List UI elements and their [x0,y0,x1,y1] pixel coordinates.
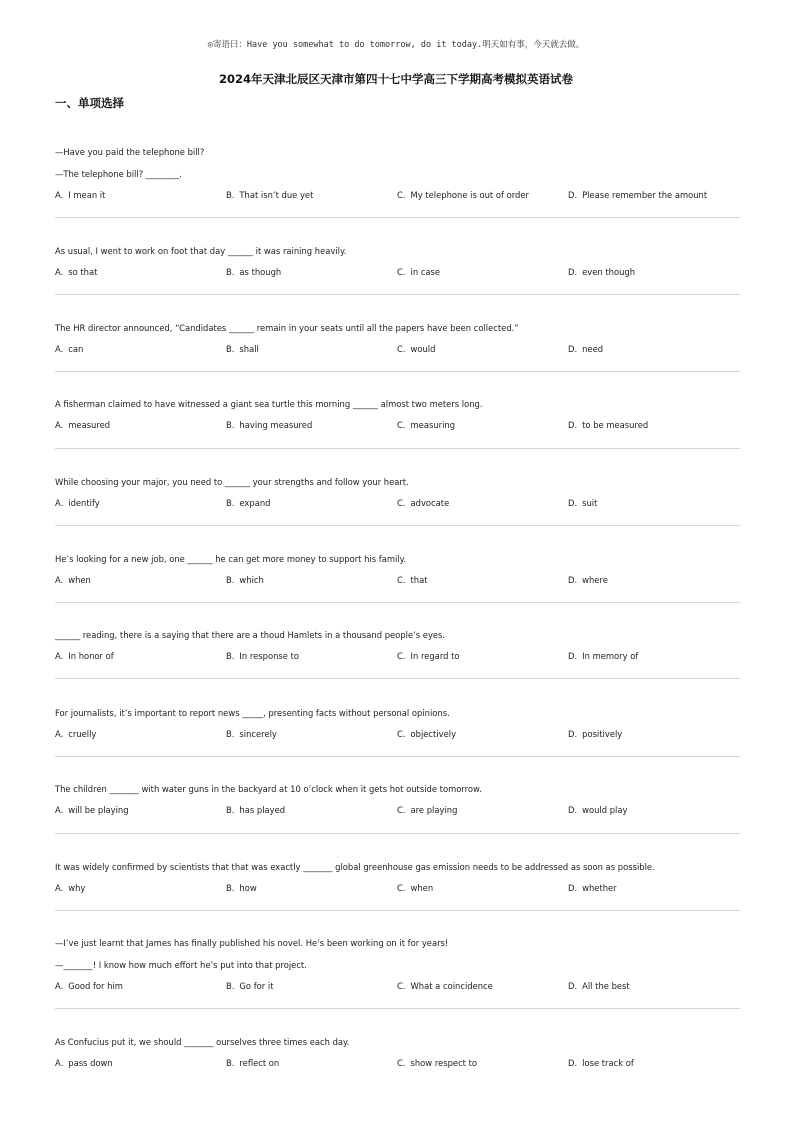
question-item [55,630,740,662]
option-text: In regard to [410,651,460,661]
option-c[interactable] [397,981,493,992]
option-text: so that [68,267,98,277]
question-item [55,323,740,355]
option-text: sincerely [239,729,277,739]
option-text: measured [68,420,111,430]
option-letter: D. [568,575,578,585]
option-letter: D. [568,729,578,739]
option-b[interactable] [226,1058,279,1069]
option-letter: C. [397,729,406,739]
option-letter: A. [55,498,64,508]
question-item [55,399,740,431]
option-b[interactable] [226,883,257,894]
option-letter: D. [568,267,578,277]
option-text: to be measured [582,420,649,430]
option-text: having measured [239,420,313,430]
options-row [55,651,740,662]
option-d[interactable] [568,498,597,509]
option-c[interactable] [397,498,449,509]
option-d[interactable] [568,190,707,201]
option-letter: D. [568,498,578,508]
option-text: In honor of [68,651,114,661]
question-divider [55,910,740,911]
option-letter: A. [55,805,64,815]
option-c[interactable] [397,575,428,586]
option-text: how [239,883,257,893]
option-c[interactable] [397,344,435,355]
option-d[interactable] [568,651,638,662]
option-d[interactable] [568,883,617,894]
question-stem: —_______! I know how much effort he’s put into that project. [55,960,307,970]
option-letter: B. [226,651,235,661]
option-text: shall [239,344,259,354]
options-row [55,981,740,992]
question-stem: —I’ve just learnt that James has finally published his novel. He’s been working on it for years! [55,938,449,948]
option-text: That isn’t due yet [239,190,314,200]
option-d[interactable] [568,805,627,816]
option-d[interactable] [568,1058,634,1069]
option-text: in case [410,267,441,277]
option-text: even though [582,267,636,277]
option-a[interactable] [55,883,85,894]
option-letter: B. [226,498,235,508]
question-divider [55,448,740,449]
question-divider [55,371,740,372]
options-row [55,420,740,431]
option-text: that [410,575,428,585]
option-letter: D. [568,981,578,991]
option-text: lose track of [582,1058,634,1068]
option-letter: A. [55,729,64,739]
option-text: Good for him [68,981,123,991]
option-b[interactable] [226,344,259,355]
option-letter: B. [226,344,235,354]
option-a[interactable] [55,344,83,355]
option-text: which [239,575,264,585]
option-text: Please remember the amount [582,190,708,200]
option-letter: A. [55,420,64,430]
option-text: suit [582,498,598,508]
option-a[interactable] [55,651,114,662]
option-letter: A. [55,267,64,277]
options-row [55,1058,740,1069]
options-row [55,883,740,894]
option-text: can [68,344,84,354]
option-text: I mean it [68,190,106,200]
question-divider [55,833,740,834]
question-stem: It was widely confirmed by scientists that that was exactly _______ global greenhouse gas emission needs to be addressed as soon as possible. [55,862,655,872]
option-letter: C. [397,267,406,277]
question-divider [55,756,740,757]
question-stem: For journalists, it’s important to report news _____, presenting facts without personal opinions. [55,708,450,718]
options-row [55,190,740,201]
option-d[interactable] [568,420,648,431]
option-c[interactable] [397,883,433,894]
option-a[interactable] [55,420,110,431]
option-letter: A. [55,190,64,200]
option-b[interactable] [226,190,313,201]
option-letter: C. [397,981,406,991]
option-b[interactable] [226,420,312,431]
option-text: where [582,575,608,585]
option-b[interactable] [226,805,285,816]
option-text: need [582,344,604,354]
option-letter: D. [568,344,578,354]
line-gap [55,158,740,169]
option-text: In memory of [582,651,639,661]
header-motto: ◎寄语曰：Have you somewhat to do tomorrow, do it today.明天如有事，今天就去做。 [207,40,585,50]
option-d[interactable] [568,344,603,355]
question-divider [55,294,740,295]
option-a[interactable] [55,575,91,586]
option-text: when [68,575,91,585]
option-a[interactable] [55,190,105,201]
option-letter: B. [226,729,235,739]
option-letter: B. [226,420,235,430]
option-b[interactable] [226,575,264,586]
question-stem: The children _______ with water guns in the backyard at 10 o’clock when it gets hot outside tomorrow. [55,784,482,794]
option-a[interactable] [55,981,123,992]
question-item [55,477,740,509]
option-letter: B. [226,805,235,815]
question-stem: As Confucius put it, we should _______ ourselves three times each day. [55,1037,350,1047]
option-text: whether [582,883,617,893]
option-b[interactable] [226,651,299,662]
option-c[interactable] [397,805,457,816]
option-a[interactable] [55,267,97,278]
option-text: What a coincidence [410,981,493,991]
option-letter: B. [226,190,235,200]
option-b[interactable] [226,267,281,278]
option-text: when [410,883,434,893]
option-letter: A. [55,883,64,893]
option-text: In response to [239,651,299,661]
option-letter: D. [568,651,578,661]
option-text: would [410,344,436,354]
option-letter: C. [397,651,406,661]
option-letter: C. [397,1058,406,1068]
option-text: expand [239,498,271,508]
option-letter: C. [397,575,406,585]
question-item [55,784,740,816]
question-item [55,1037,740,1069]
option-text: Go for it [239,981,274,991]
option-letter: D. [568,190,578,200]
option-letter: A. [55,981,64,991]
question-divider [55,1008,740,1009]
option-text: objectively [410,729,457,739]
option-text: cruelly [68,729,97,739]
option-text: why [68,883,86,893]
option-text: pass down [68,1058,113,1068]
option-letter: A. [55,1058,64,1068]
option-letter: A. [55,344,64,354]
question-item [55,862,740,894]
section-heading: 一、单项选择 [55,96,124,110]
option-d[interactable] [568,729,622,740]
options-row [55,729,740,740]
option-d[interactable] [568,575,608,586]
option-letter: B. [226,267,235,277]
option-text: advocate [410,498,450,508]
option-letter: C. [397,805,406,815]
option-c[interactable] [397,190,529,201]
option-letter: D. [568,420,578,430]
options-row [55,805,740,816]
option-letter: A. [55,575,64,585]
option-letter: D. [568,805,578,815]
option-letter: C. [397,420,406,430]
option-letter: D. [568,1058,578,1068]
question-stem: —The telephone bill? ________. [55,169,182,179]
option-text: as though [239,267,282,277]
question-item [55,708,740,740]
question-stem: While choosing your major, you need to ______ your strengths and follow your heart. [55,477,409,487]
option-a[interactable] [55,805,129,816]
option-a[interactable] [55,498,100,509]
option-c[interactable] [397,420,455,431]
question-stem: —Have you paid the telephone bill? [55,147,205,157]
option-text: My telephone is out of order [410,190,529,200]
option-letter: C. [397,498,406,508]
question-item [55,147,740,201]
option-c[interactable] [397,651,460,662]
option-letter: B. [226,1058,235,1068]
question-stem: A fisherman claimed to have witnessed a giant sea turtle this morning ______ almost two meters long. [55,399,483,409]
option-letter: A. [55,651,64,661]
option-text: would play [582,805,628,815]
option-text: show respect to [410,1058,478,1068]
question-stem: As usual, I went to work on foot that day ______ it was raining heavily. [55,246,347,256]
page-title: 2024年天津北辰区天津市第四十七中学高三下学期高考模拟英语试卷 [218,72,573,86]
option-a[interactable] [55,729,96,740]
question-stem: He’s looking for a new job, one ______ he can get more money to support his family. [55,554,407,564]
option-c[interactable] [397,1058,477,1069]
option-text: reflect on [239,1058,280,1068]
options-row [55,575,740,586]
option-b[interactable] [226,729,277,740]
option-letter: B. [226,981,235,991]
option-b[interactable] [226,981,274,992]
option-d[interactable] [568,267,635,278]
option-c[interactable] [397,267,440,278]
option-text: are playing [410,805,458,815]
option-letter: B. [226,575,235,585]
option-text: identify [68,498,100,508]
option-letter: C. [397,190,406,200]
option-text: measuring [410,420,456,430]
option-text: has played [239,805,286,815]
option-text: positively [582,729,623,739]
options-row [55,498,740,509]
question-divider [55,678,740,679]
question-stem: The HR director announced, “Candidates ______ remain in your seats until all the papers have been collected.” [55,323,519,333]
question-divider [55,602,740,603]
option-letter: C. [397,883,406,893]
line-gap [55,949,740,960]
question-stem: ______ reading, there is a saying that there are a thoud Hamlets in a thousand people’s eyes. [55,630,446,640]
question-item [55,246,740,278]
question-item [55,554,740,586]
option-letter: B. [226,883,235,893]
option-letter: C. [397,344,406,354]
options-row [55,344,740,355]
question-divider [55,525,740,526]
options-row [55,267,740,278]
option-b[interactable] [226,498,270,509]
option-d[interactable] [568,981,630,992]
question-item [55,938,740,992]
option-letter: D. [568,883,578,893]
option-a[interactable] [55,1058,113,1069]
option-c[interactable] [397,729,456,740]
option-text: will be playing [68,805,129,815]
option-text: All the best [582,981,630,991]
question-divider [55,217,740,218]
